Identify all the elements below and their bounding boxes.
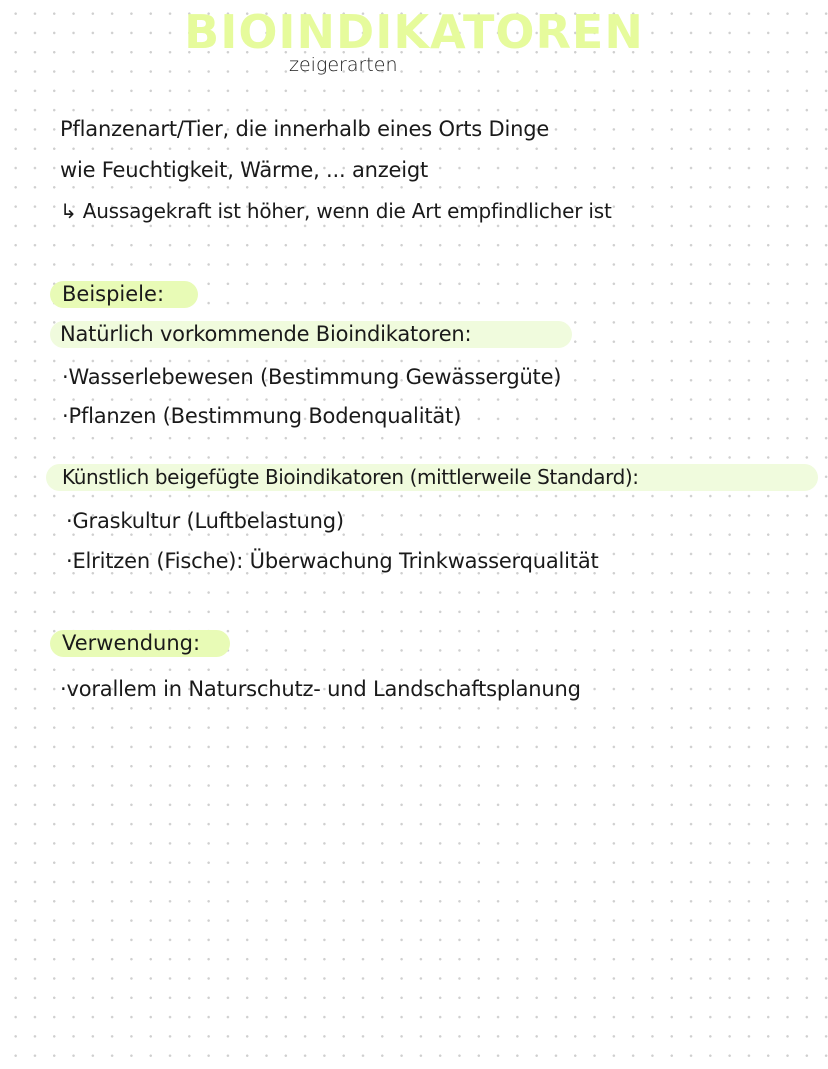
usage-heading: Verwendung:: [62, 631, 201, 655]
artificial-item: ·Elritzen (Fische): Überwachung Trinkwasserqualität: [66, 549, 599, 573]
definition-line-2: wie Feuchtigkeit, Wärme, ... anzeigt: [60, 158, 429, 182]
natural-item: ·Pflanzen (Bestimmung Bodenqualität): [62, 404, 462, 428]
definition-line-3: ↳ Aussagekraft ist höher, wenn die Art empfindlicher ist: [60, 199, 612, 223]
usage-item: ·vorallem in Naturschutz- und Landschaftsplanung: [60, 677, 581, 701]
artificial-item: ·Graskultur (Luftbelastung): [66, 509, 344, 533]
examples-heading: Beispiele:: [62, 282, 165, 306]
definition-line-1: Pflanzenart/Tier, die innerhalb eines Orts Dinge: [60, 117, 550, 141]
page-subtitle: zeigerarten: [289, 54, 398, 76]
page-title: BIOINDIKATOREN: [184, 5, 644, 59]
natural-heading: Natürlich vorkommende Bioindikatoren:: [60, 322, 472, 346]
artificial-heading: Künstlich beigefügte Bioindikatoren (mittlerweile Standard):: [62, 465, 639, 489]
natural-item: ·Wasserlebewesen (Bestimmung Gewässergüte): [62, 365, 562, 389]
